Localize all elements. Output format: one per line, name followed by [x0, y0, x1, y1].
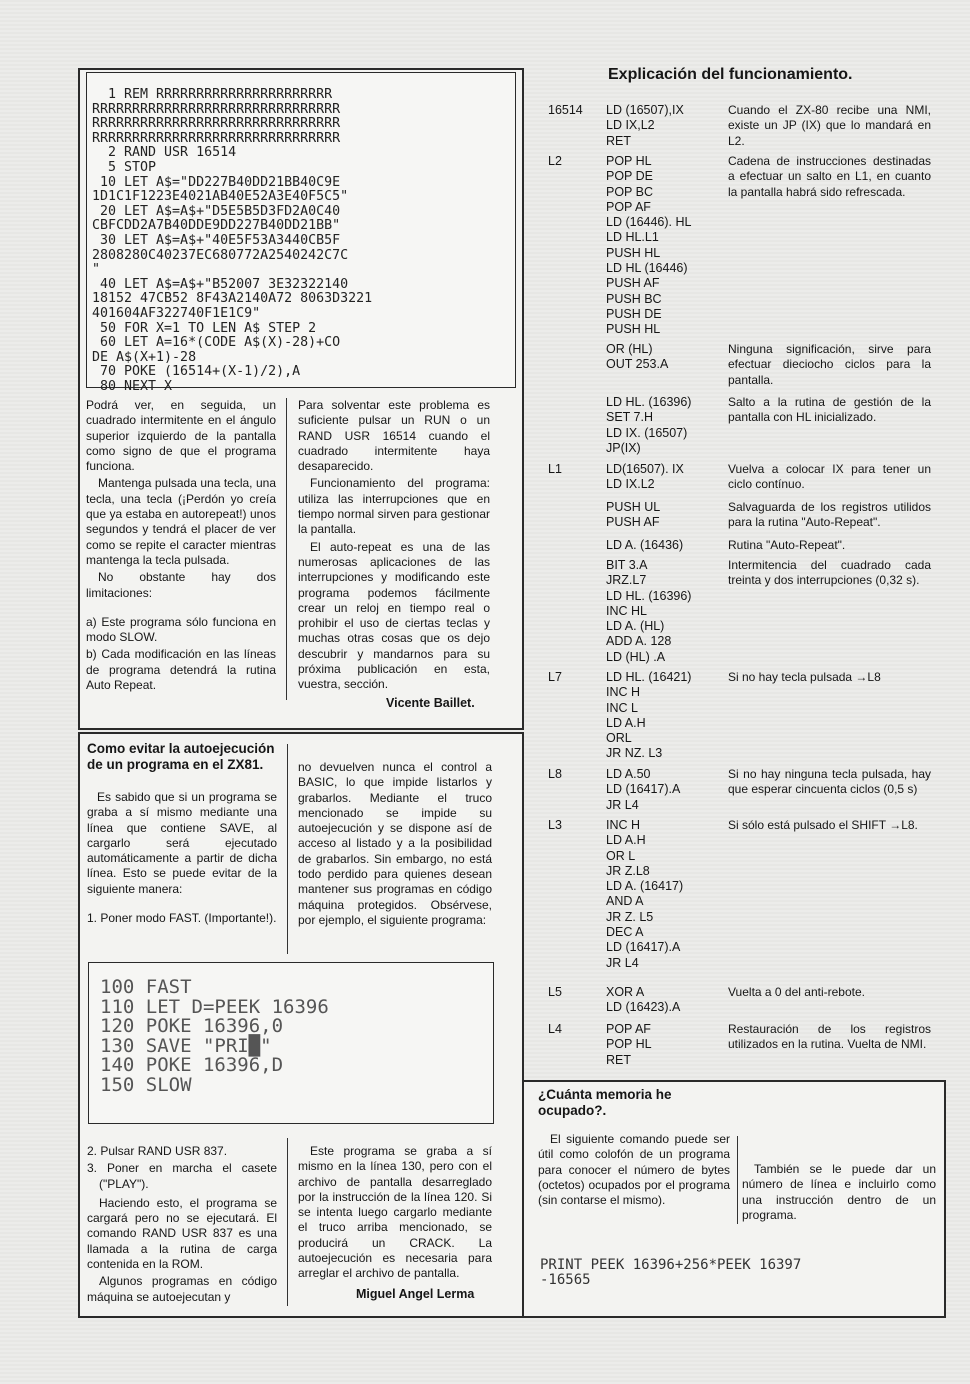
- row-comment: Vuelva a colocar IX para tener un ciclo contínuo.: [728, 462, 931, 492]
- column-rule: [287, 1138, 288, 1306]
- article2-col1: Es sabido que si un programa se graba a sí mismo mediante una línea que contiene SAVE, al cargarlo será ejecutado automáticamente a partir de dicha línea. Esto se puede evitar de la siguiente manera: 1. Poner modo FAST. (Importante!).: [87, 790, 277, 926]
- row-label: L5: [548, 985, 562, 999]
- row-instructions: LD A.50 LD (16417).A JR L4: [606, 767, 681, 812]
- row-comment: Vuelta a 0 del anti-rebote.: [728, 985, 865, 999]
- row-instructions: BIT 3.A JRZ.L7 LD HL. (16396) INC HL LD A. (HL) ADD A. 128 LD (HL) .A: [606, 558, 692, 664]
- listing-line: 30 LET A$=A$+"40E5F53A3440CB5F: [92, 232, 341, 248]
- listing-line: 401604AF322740F1E1C9": [92, 305, 261, 321]
- memoria-col2: También se le puede dar un número de línea e incluirlo como una instrucción dentro de un programa.: [742, 1162, 936, 1222]
- row-comment: Cuando el ZX-80 recibe una NMI, existe un JP (IX) que lo mandará en L2.: [728, 103, 931, 148]
- listing-line: CBFCDD2A7B40DDE9DD227B40DD21BB": [92, 218, 341, 234]
- listing-line: 60 LET A=16*(CODE A$(X)-28)+CO: [92, 335, 341, 351]
- row-label: L7: [548, 670, 562, 684]
- row-comment: Salvaguarda de los registros utilidos para la rutina "Auto-Repeat".: [728, 500, 931, 530]
- basic-listing: [92, 88, 372, 394]
- listing-line: 1D1C1F1223E4021AB40E52A3E40F5C5": [92, 189, 349, 205]
- row-instructions: PUSH UL PUSH AF: [606, 500, 661, 530]
- row-instructions: OR (HL) OUT 253.A: [606, 342, 669, 372]
- row-comment: Restauración de los registros utilizados en la rutina. Vuelta de NMI.: [728, 1022, 931, 1052]
- row-label: 16514: [548, 103, 583, 117]
- article2-col3: 2. Pulsar RAND USR 837. 3. Poner en marcha el casete ("PLAY"). Haciendo esto, el programa se cargará pero no se ejecutará. El comando RAND USR 837 es una llamada a la rutina de carga contenida en la ROM. Algunos programas en código máquina se autoejecutan y: [87, 1144, 277, 1304]
- row-label: L3: [548, 818, 562, 832]
- row-label: L1: [548, 462, 562, 476]
- listing-line: 120 POKE 16396,0: [100, 1015, 284, 1037]
- listing-line: 130 SAVE "PRI█": [100, 1034, 272, 1057]
- column-rule: [287, 744, 288, 954]
- listing-line: 110 LET D=PEEK 16396: [100, 995, 329, 1018]
- row-comment: Ninguna significación, sirve para efectuar dieciocho ciclos para la pantalla.: [728, 342, 931, 387]
- listing-line: 2808280C40237EC680772A2540242C7C: [92, 247, 349, 263]
- article1-col1: Podrá ver, en seguida, un cuadrado intermitente en el ángulo superior izquierdo de la pantalla como signo de que el programa funciona. Mantenga pulsada una tecla, una tecla, una tecla (¡Perdón yo creía que ya estaba en autorepeat!) unos segundos y tendrá el placer de ver como se repite el caracter mientras mantenga la tecla pulsada. No obstante hay dos limitaciones: a) Este programa sólo funciona en modo SLOW. b) Cada modificación en las líneas de programa detendrá la rutina Auto Repeat.: [86, 398, 276, 693]
- article2-title: Como evitar la autoejecución de un programa en el ZX81.: [87, 741, 275, 772]
- listing-line: 5 STOP: [92, 159, 157, 175]
- listing-line: 40 LET A$=A$+"B52007 3E32322140: [92, 276, 349, 292]
- row-comment: Intermitencia del cuadrado cada treinta y dos interrupciones (0,32 s).: [728, 558, 931, 588]
- row-comment: Si no hay ninguna tecla pulsada, hay que esperar cincuenta ciclos (0,5 s): [728, 767, 931, 797]
- listing-line: 20 LET A$=A$+"D5E5B5D3FD2A0C40: [92, 203, 341, 219]
- memoria-command: PRINT PEEK 16396+256*PEEK 16397 -16565: [540, 1257, 802, 1288]
- article1-col2: Para solventar este problema es suficiente pulsar un RUN o un RAND USR 16514 cuando el cuadrado intermitente haya desaparecido. Funcionamiento del programa: utiliza las interrupciones que en tiempo normal sirven para gestionar la pantalla. El auto-repeat es una de las numerosas aplicaciones de las interrupciones y modificando este programa podemos fácilmente crear un reloj en tiempo real o prohibir el uso de ciertas teclas y muchas otras cosas que os dejo descubrir y mandarnos para su próxima publicación en esta, vuestra, sección.: [298, 398, 490, 692]
- row-instructions: POP HL POP DE POP BC POP AF LD (16446). HL LD HL.L1 PUSH HL LD HL (16446) PUSH AF PUSH BC PUSH DE PUSH HL: [606, 154, 692, 337]
- listing-line: DE A$(X+1)-28: [92, 349, 197, 365]
- listing-line: 10 LET A$="DD227B40DD21BB40C9E: [92, 174, 341, 190]
- row-instructions: LD(16507). IX LD IX.L2: [606, 462, 684, 492]
- row-label: L4: [548, 1022, 562, 1036]
- row-instructions: LD HL. (16396) SET 7.H LD IX. (16507) JP(IX): [606, 395, 692, 455]
- row-comment: Si sólo está pulsado el SHIFT →L8.: [728, 818, 918, 832]
- listing-line: 18152 47CB52 8F43A2140A72 8063D3221: [92, 291, 373, 307]
- row-label: L2: [548, 154, 562, 168]
- listing-line: 70 POKE (16514+(X-1)/2),A: [92, 364, 301, 380]
- memoria-title: ¿Cuánta memoria he ocupado?.: [538, 1087, 672, 1118]
- listing-line: 1 REM RRRRRRRRRRRRRRRRRRRRRR: [92, 87, 333, 102]
- listing-line: 50 FOR X=1 TO LEN A$ STEP 2: [92, 320, 317, 336]
- column-rule: [286, 398, 287, 700]
- row-label: L8: [548, 767, 562, 781]
- row-instructions: LD HL. (16421) INC H INC L LD A.H ORL JR NZ. L3: [606, 670, 692, 761]
- basic-listing-2: [100, 978, 329, 1095]
- row-comment: Rutina "Auto-Repeat".: [728, 538, 846, 552]
- listing-line: 2 RAND USR 16514: [92, 145, 237, 161]
- row-comment: Salto a la rutina de gestión de la pantalla con HL inicializado.: [728, 395, 931, 425]
- row-instructions: XOR A LD (16423).A: [606, 985, 681, 1015]
- article2-signature: Miguel Angel Lerma: [356, 1287, 475, 1301]
- row-comment: Si no hay tecla pulsada →L8: [728, 670, 881, 684]
- listing-line: RRRRRRRRRRRRRRRRRRRRRRRRRRRRRRR: [92, 116, 341, 132]
- listing-line: ": [92, 262, 101, 278]
- row-instructions: POP AF POP HL RET: [606, 1022, 652, 1067]
- row-instructions: INC H LD A.H OR L JR Z.L8 LD A. (16417) AND A JR Z. L5 DEC A LD (16417).A JR L4: [606, 818, 684, 970]
- memoria-col1: El siguiente comando puede ser útil como colofón de un programa para conocer el número de bytes (octetos) ocupados por el programa (sin contarse el mismo).: [538, 1132, 730, 1208]
- listing-line: RRRRRRRRRRRRRRRRRRRRRRRRRRRRRRR: [92, 101, 341, 117]
- listing-line: RRRRRRRRRRRRRRRRRRRRRRRRRRRRRRR: [92, 130, 341, 146]
- row-comment: Cadena de instrucciones destinadas a efectuar un salto en L1, en cuanto la pantalla habrá sido refrescada.: [728, 154, 931, 199]
- listing-line: 150 SLOW: [100, 1073, 192, 1096]
- article2-col2: no devuelven nunca el control a BASIC, lo que impide listarlos y grabarlos. Mediante el truco mencionado se impide su autoejecución y se dispone así de acceso al listado y a la posibilidad de grabarlos. Sin embargo, no está todo perdido para quienes desean mantener sus programas en código máquina protegidos. Obsérvese, por ejemplo, el siguiente programa:: [298, 760, 492, 927]
- article2-col4: Este programa se graba a sí mismo en la línea 130, pero con el archivo de pantalla desarreglado por la instrucción de la línea 120. Si se intenta luego cargarlo mediante el truco arriba mencionado, se producirá un CRACK. La autoejecución es necesaria para arreglar el archivo de pantalla.: [298, 1144, 492, 1281]
- article1-signature: Vicente Baillet.: [386, 696, 475, 710]
- column-rule: [737, 1136, 738, 1224]
- row-instructions: LD (16507),IX LD IX,L2 RET: [606, 103, 684, 148]
- explicacion-title: Explicación del funcionamiento.: [608, 66, 853, 83]
- listing-line: 140 POKE 16396,D: [100, 1054, 284, 1076]
- listing-line: 80 NEXT X: [92, 378, 173, 394]
- row-instructions: LD A. (16436): [606, 538, 684, 552]
- listing-line: 100 FAST: [100, 976, 192, 998]
